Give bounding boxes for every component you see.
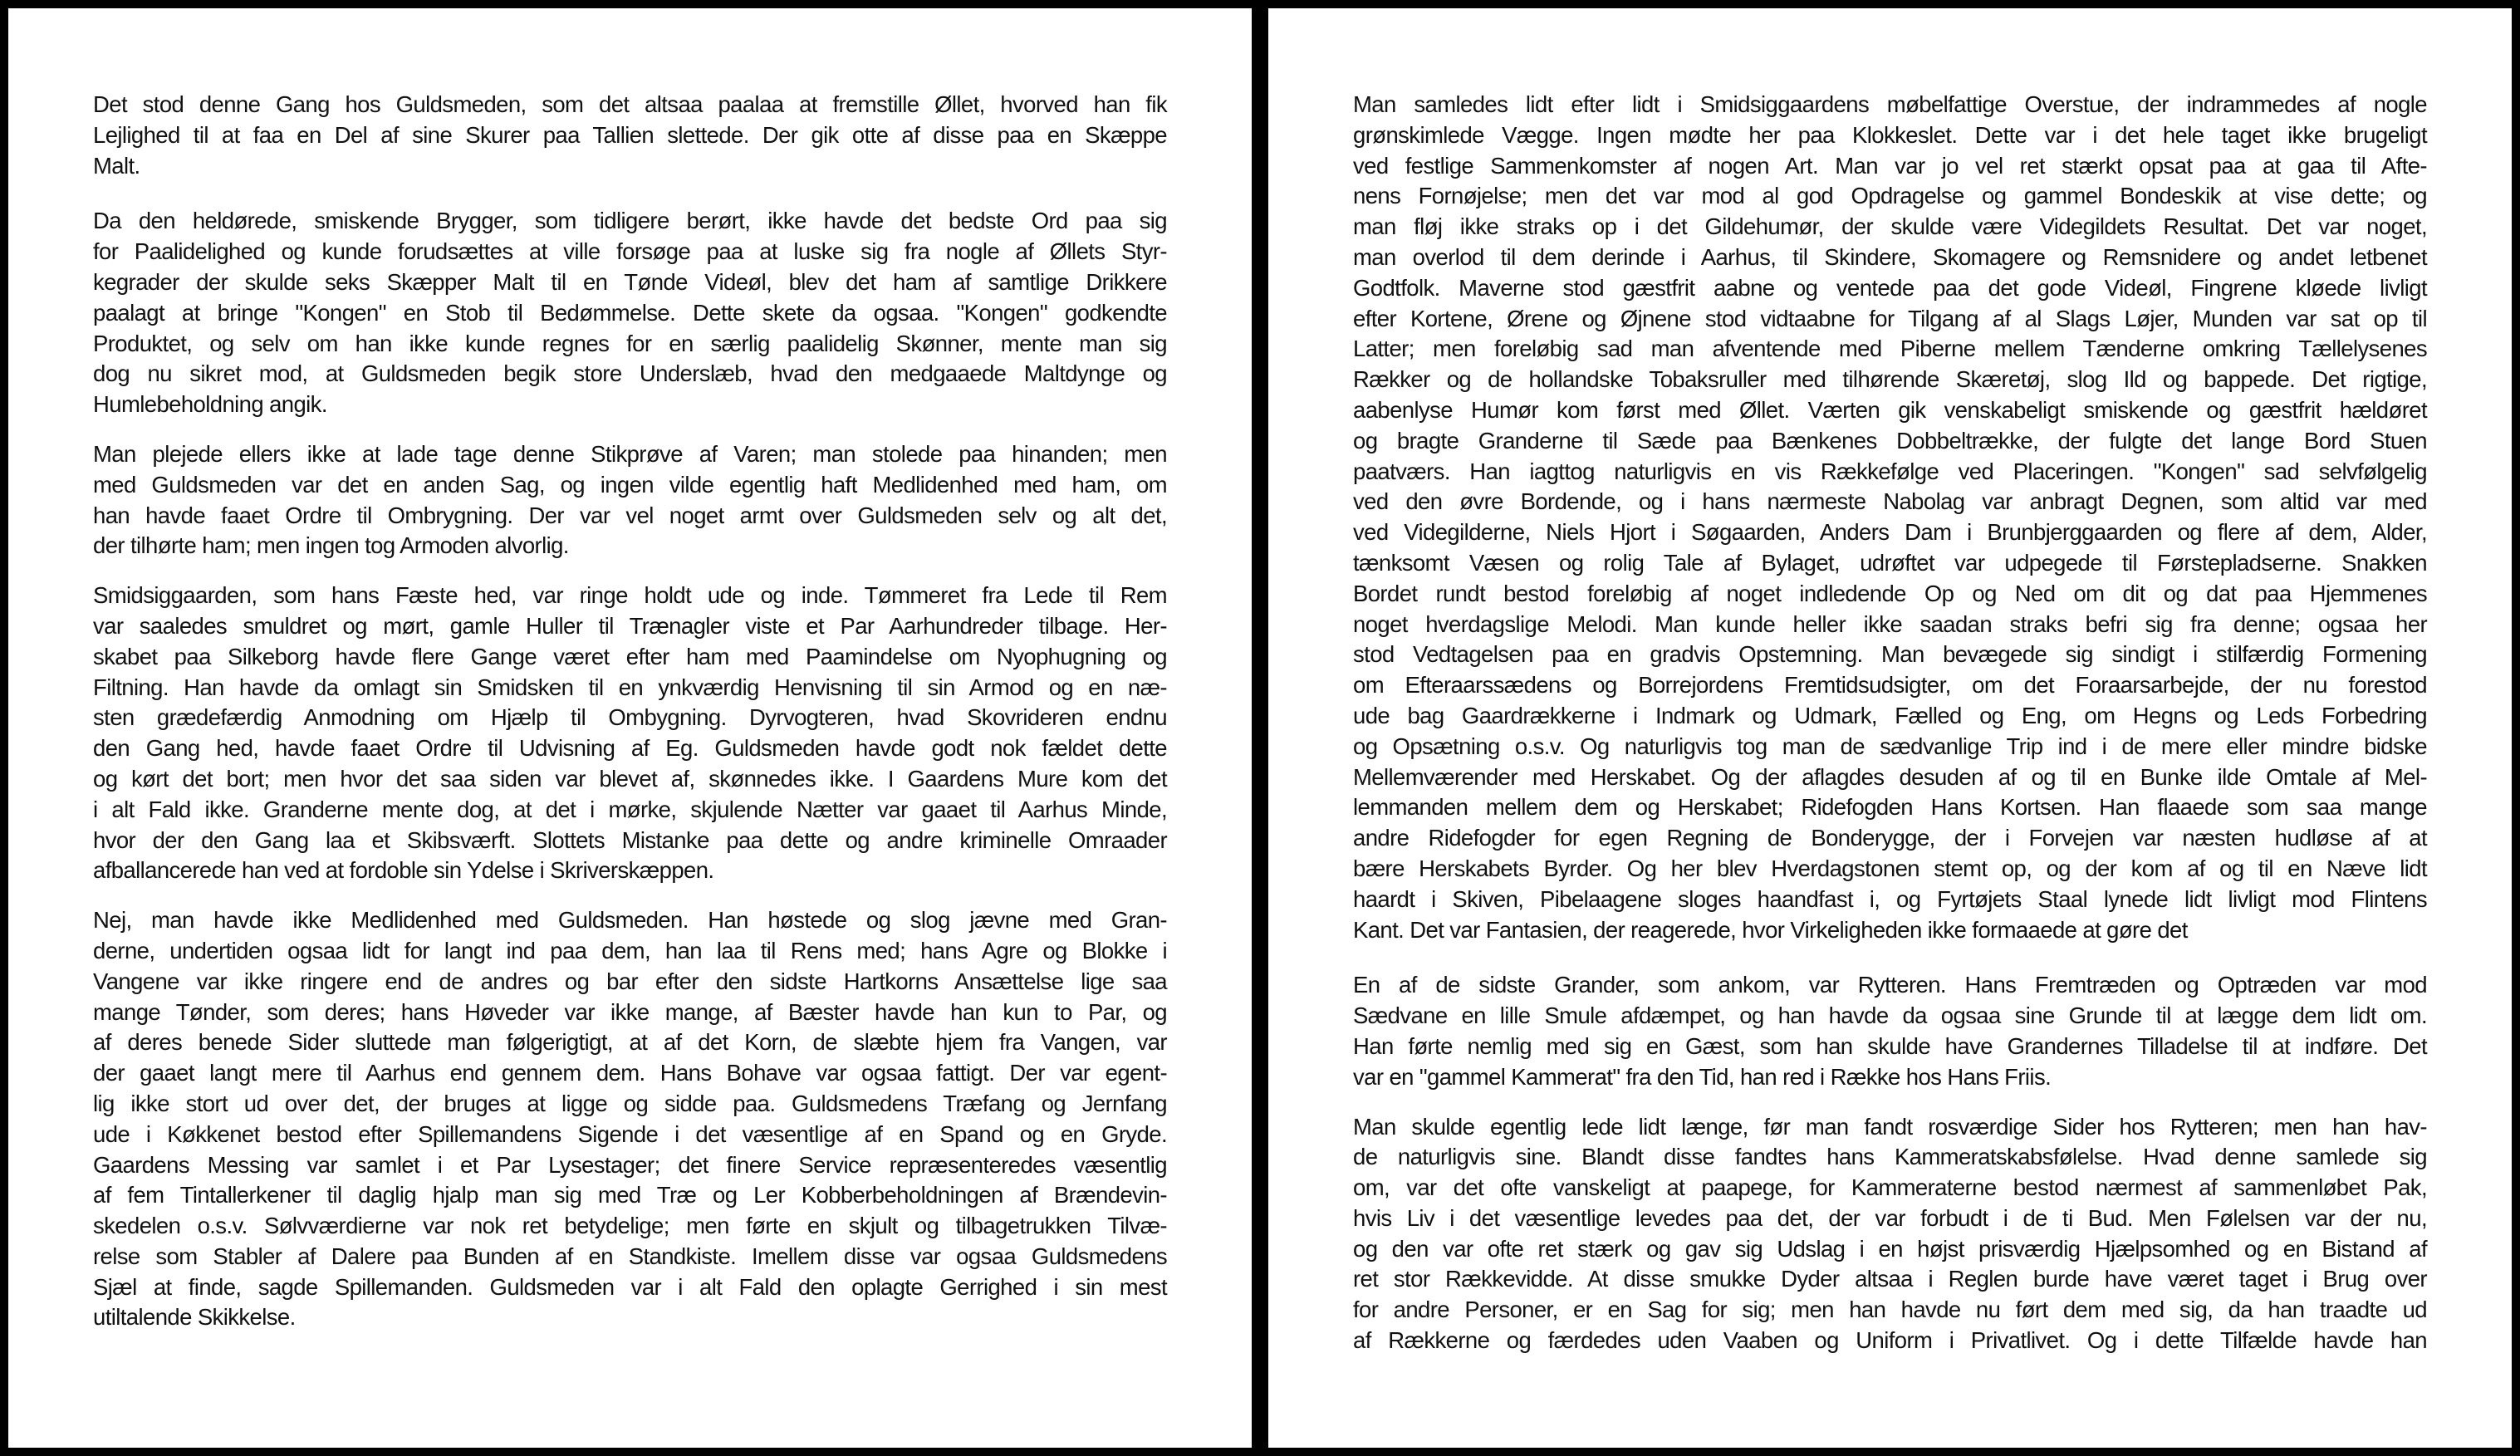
text-line: Malt. bbox=[93, 152, 140, 179]
text-line: ved festlige Sammenkomster af nogen Art. Man var jo vel ret stærkt opsat paa at gaa til Afte- bbox=[1353, 152, 2427, 179]
text-line: i alt Fald ikke. Granderne mente dog, at det i mørke, skjulende Nætter var gaaet til Aarhus Minde, bbox=[93, 796, 1167, 822]
text-line: efter Kortene, Ørene og Øjnene stod vidtaabne for Tilgang af al Slags Løjer, Munden var sat op til bbox=[1353, 305, 2427, 331]
page-left-text bbox=[93, 90, 1167, 1352]
text-line: sten grædefærdig Anmodning om Hjælp til Ombygning. Dyrvogteren, hvad Skovrideren endnu bbox=[93, 704, 1167, 731]
paragraph bbox=[1353, 970, 2427, 1092]
paragraph bbox=[93, 206, 1167, 420]
text-line: om, var det ofte vanskeligt at paapege, for Kammeraterne bestod nærmest af sammenløbet Pak, bbox=[1353, 1174, 2427, 1201]
text-line: kegrader der skulde seks Skæpper Malt til en Tønde Videøl, blev det ham af samtlige Drikkere bbox=[93, 268, 1167, 295]
text-line: Sædvane en lille Smule afdæmpet, og han havde da ogsaa sine Grunde til at lægge dem lidt om. bbox=[1353, 1003, 2427, 1029]
text-line: Smidsiggaarden, som hans Fæste hed, var ringe holdt ude og inde. Tømmeret fra Lede til Rem bbox=[93, 582, 1167, 609]
text-line: der tilhørte ham; men ingen tog Armoden alvorlig. bbox=[93, 532, 569, 559]
page-right-text bbox=[1353, 90, 2427, 1375]
text-line: En af de sidste Grander, som ankom, var Rytteren. Hans Fremtræden og Optræden var mod bbox=[1353, 972, 2427, 998]
text-line: Rækker og de hollandske Tobaksruller med tilhørende Skæretøj, slog Ild og bappede. Det rigtige, bbox=[1353, 366, 2427, 393]
text-line: for Paalidelighed og kunde forudsættes at ville forsøge paa at luske sig fra nogle af Øllets Styr- bbox=[93, 238, 1167, 265]
text-line: Nej, man havde ikke Medlidenhed med Guldsmeden. Han høstede og slog jævne med Gran- bbox=[93, 907, 1167, 934]
text-line: de naturligvis sine. Blandt disse fandtes hans Kammeratskabsfølelse. Hvad denne samlede sig bbox=[1353, 1144, 2427, 1170]
text-line: lemmanden mellem dem og Herskabet; Ridefogden Hans Kortsen. Han flaaede som saa mange bbox=[1353, 794, 2427, 821]
text-line: lig ikke stort ud over det, der bruges at ligge og sidde paa. Guldsmedens Træfang og Jernfang bbox=[93, 1090, 1167, 1116]
page-right bbox=[1268, 8, 2512, 1448]
text-line: Man plejede ellers ikke at lade tage denne Stikprøve af Varen; man stolede paa hinanden; men bbox=[93, 440, 1167, 467]
text-line: aabenlyse Humør kom først med Øllet. Værten gik venskabeligt smiskende og gæstfrit hældøret bbox=[1353, 396, 2427, 423]
text-line: Filtning. Han havde da omlagt sin Smidsken til en ynkværdig Henvisning til sin Armod og en næ- bbox=[93, 674, 1167, 700]
paragraph bbox=[93, 439, 1167, 561]
paragraph bbox=[93, 905, 1167, 1333]
text-line: Humlebeholdning angik. bbox=[93, 391, 327, 418]
text-line: utiltalende Skikkelse. bbox=[93, 1304, 296, 1331]
text-line: derne, undertiden ogsaa lidt for langt ind paa dem, han laa til Rens med; hans Agre og Blokke i bbox=[93, 937, 1167, 963]
text-line: man overlod til dem derinde i Aarhus, til Skindere, Skomagere og Remsnidere og andet letbenet bbox=[1353, 243, 2427, 270]
text-line: mange Tønder, som deres; hans Høveder var ikke mange, af Bæster havde han kun to Par, og bbox=[93, 998, 1167, 1025]
text-line: ret stor Rækkevidde. At disse smukke Dyder altsaa i Reglen burde have været taget i Brug over bbox=[1353, 1266, 2427, 1292]
text-line: paalagt at bringe "Kongen" en Stob til Bedømmelse. Dette skete da ogsaa. "Kongen" godkendte bbox=[93, 299, 1167, 326]
text-line: Mellemværender med Herskabet. Og der aflagdes desuden af og til en Bunke ilde Omtale af Mel- bbox=[1353, 763, 2427, 790]
text-line: Vangene var ikke ringere end de andres og bar efter den sidste Hartkorns Ansættelse lige saa bbox=[93, 968, 1167, 994]
text-line: Lejlighed til at faa en Del af sine Skurer paa Tallien slettede. Der gik otte af disse paa en Skæppe bbox=[93, 121, 1167, 148]
text-line: Det stod denne Gang hos Guldsmeden, som det altsaa paalaa at fremstille Øllet, hvorved han fik bbox=[93, 91, 1167, 117]
text-line: ved Videgilderne, Niels Hjort i Søgaarden, Anders Dam i Brunbjerggaarden og flere af dem, Alder, bbox=[1353, 519, 2427, 546]
page-left bbox=[8, 8, 1252, 1448]
text-line: Kant. Det var Fantasien, der reagerede, hvor Virkeligheden ikke formaaede at gøre det bbox=[1353, 916, 2188, 943]
text-line: af deres benede Sider sluttede man følgerigtigt, at af det Korn, de slæbte hjem fra Vangen, var bbox=[93, 1029, 1167, 1056]
text-line: den Gang hed, havde faaet Ordre til Udvisning af Eg. Guldsmeden havde godt nok fældet dette bbox=[93, 735, 1167, 762]
text-line: var saaledes smuldret og mørt, gamle Huller til Trænagler viste et Par Aarhundreder tilbage. Her- bbox=[93, 612, 1167, 639]
paragraph bbox=[93, 581, 1167, 886]
text-line: Han førte nemlig med sig en Gæst, som han skulde have Grandernes Tilladelse til at indføre. Det bbox=[1353, 1032, 2427, 1059]
text-line: tænksomt Væsen og rolig Tale af Bylaget, udrøftet var udpegede til Førstepladserne. Snakken bbox=[1353, 549, 2427, 576]
paragraph bbox=[93, 90, 1167, 181]
text-line: bære Herskabets Byrder. Og her blev Hverdagstonen stemt op, og der kom af og til en Næve lidt bbox=[1353, 855, 2427, 881]
text-line: af Rækkerne og færdedes uden Vaaben og Uniform i Privatlivet. Og i dette Tilfælde havde han bbox=[1353, 1327, 2427, 1354]
text-line: og Opsætning o.s.v. Og naturligvis tog man de sædvanlige Trip ind i de mere eller mindre bidske bbox=[1353, 733, 2427, 759]
text-line: var en "gammel Kammerat" fra den Tid, han red i Række hos Hans Friis. bbox=[1353, 1063, 2052, 1090]
text-line: paatværs. Han iagttog naturligvis en vis Rækkefølge ved Placeringen. "Kongen" sad selvfølgelig bbox=[1353, 458, 2427, 484]
text-line: noget hverdagslige Melodi. Man kunde heller ikke saadan straks befri sig fra denne; ogsaa her bbox=[1353, 610, 2427, 637]
paragraph bbox=[1353, 90, 2427, 945]
text-line: Man samledes lidt efter lidt i Smidsiggaardens møbelfattige Overstue, der indrammedes af nogle bbox=[1353, 91, 2427, 117]
text-line: skedelen o.s.v. Sølvværdierne var nok ret betydelige; men førte en skjult og tilbagetrukken Tilvæ- bbox=[93, 1213, 1167, 1239]
text-line: ved den øvre Bordende, og i hans nærmeste Nabolag var anbragt Degnen, som altid var med bbox=[1353, 488, 2427, 515]
text-line: dog nu sikret mod, at Guldsmeden begik store Underslæb, hvad den medgaaede Maltdynge og bbox=[93, 360, 1167, 387]
text-line: haardt i Skiven, Pibelaagene sloges haandfast i, og Fyrtøjets Staal lynede lidt livligt mod Flintens bbox=[1353, 885, 2427, 912]
text-line: Latter; men foreløbig sad man afventende med Piberne mellem Tænderne omkring Tællelysenes bbox=[1353, 336, 2427, 362]
text-line: og bragte Granderne til Sæde paa Bænkenes Dobbeltrække, der fulgte det lange Bord Stuen bbox=[1353, 427, 2427, 453]
text-line: Gaardens Messing var samlet i et Par Lysestager; det finere Service repræsenteredes væsentlig bbox=[93, 1151, 1167, 1178]
text-line: Produktet, og selv om han ikke kunde regnes for en særlig paalidelig Skønner, mente man sig bbox=[93, 330, 1167, 356]
text-line: ude bag Gaardrækkerne i Indmark og Udmark, Fælled og Eng, om Hegns og Leds Forbedring bbox=[1353, 702, 2427, 728]
text-line: ude i Køkkenet bestod efter Spillemandens Sigende i det væsentlige af en Spand og en Gryde. bbox=[93, 1120, 1167, 1147]
text-line: Sjæl at finde, sagde Spillemanden. Guldsmeden var i alt Fald den oplagte Gerrighed i sin mest bbox=[93, 1273, 1167, 1300]
text-line: og kørt det bort; men hvor det saa siden var blevet af, skønnedes ikke. I Gaardens Mure kom det bbox=[93, 765, 1167, 792]
text-line: om Efteraarssædens og Borrejordens Fremtidsudsigter, om det Foraarsarbejde, der nu forestod bbox=[1353, 672, 2427, 699]
text-line: Da den heldørede, smiskende Brygger, som tidligere berørt, ikke havde det bedste Ord paa sig bbox=[93, 208, 1167, 234]
text-line: Man skulde egentlig lede lidt længe, før man fandt rosværdige Sider hos Rytteren; men han hav- bbox=[1353, 1113, 2427, 1140]
text-line: man fløj ikke straks op i det Gildehumør, der skulde være Videgildets Resultat. Det var noget, bbox=[1353, 213, 2427, 240]
text-line: andre Ridefogder for egen Regning de Bonderygge, der i Forvejen var næsten hudløse af at bbox=[1353, 825, 2427, 851]
text-line: og den var ofte ret stærk og gav sig Udslag i en højst prisværdig Hjælpsomhed og en Bistand af bbox=[1353, 1235, 2427, 1262]
text-line: hvis Liv i det væsentlige levedes paa det, der var forbudt i de ti Bud. Men Følelsen var der nu, bbox=[1353, 1204, 2427, 1231]
text-line: afballancerede han ved at fordoble sin Ydelse i Skriverskæppen. bbox=[93, 857, 714, 884]
text-line: af fem Tintallerkener til daglig hjalp man sig med Træ og Ler Kobberbeholdningen af Brændevin- bbox=[93, 1182, 1167, 1208]
text-line: Godtfolk. Maverne stod gæstfrit aabne og ventede paa det gode Videøl, Fingrene kløede livligt bbox=[1353, 274, 2427, 301]
text-line: hvor der den Gang laa et Skibsværft. Slottets Mistanke paa dette og andre kriminelle Omraader bbox=[93, 826, 1167, 853]
text-line: relse som Stabler af Dalere paa Bunden af en Standkiste. Imellem disse var ogsaa Guldsmedens bbox=[93, 1243, 1167, 1269]
text-line: grønskimlede Vægge. Ingen mødte her paa Klokkeslet. Dette var i det hele taget ikke brugeligt bbox=[1353, 121, 2427, 148]
text-line: han havde faaet Ordre til Ombrygning. Der var vel noget armt over Guldsmeden selv og alt det, bbox=[93, 502, 1167, 528]
text-line: med Guldsmeden var det en anden Sag, og ingen vilde egentlig haft Medlidenhed med ham, om bbox=[93, 471, 1167, 498]
text-line: nens Fornøjelse; men det var mod al god Opdragelse og gammel Bondeskik at vise dette; og bbox=[1353, 183, 2427, 209]
text-line: skabet paa Silkeborg havde flere Gange været efter ham med Paamindelse om Nyophugning og bbox=[93, 643, 1167, 669]
text-line: stod Vedtagelsen paa en gradvis Opstemning. Man bevægede sig sindigt i stilfærdig Formening bbox=[1353, 641, 2427, 668]
text-line: for andre Personer, er en Sag for sig; men han havde nu ført dem med sig, da han traadte ud bbox=[1353, 1297, 2427, 1323]
text-line: Bordet rundt bestod foreløbig af noget indledende Op og Ned om dit og dat paa Hjemmenes bbox=[1353, 580, 2427, 606]
text-line: der gaaet langt mere til Aarhus end gennem dem. Hans Bohave var ogsaa fattigt. Der var egent- bbox=[93, 1060, 1167, 1086]
paragraph bbox=[1353, 1112, 2427, 1356]
